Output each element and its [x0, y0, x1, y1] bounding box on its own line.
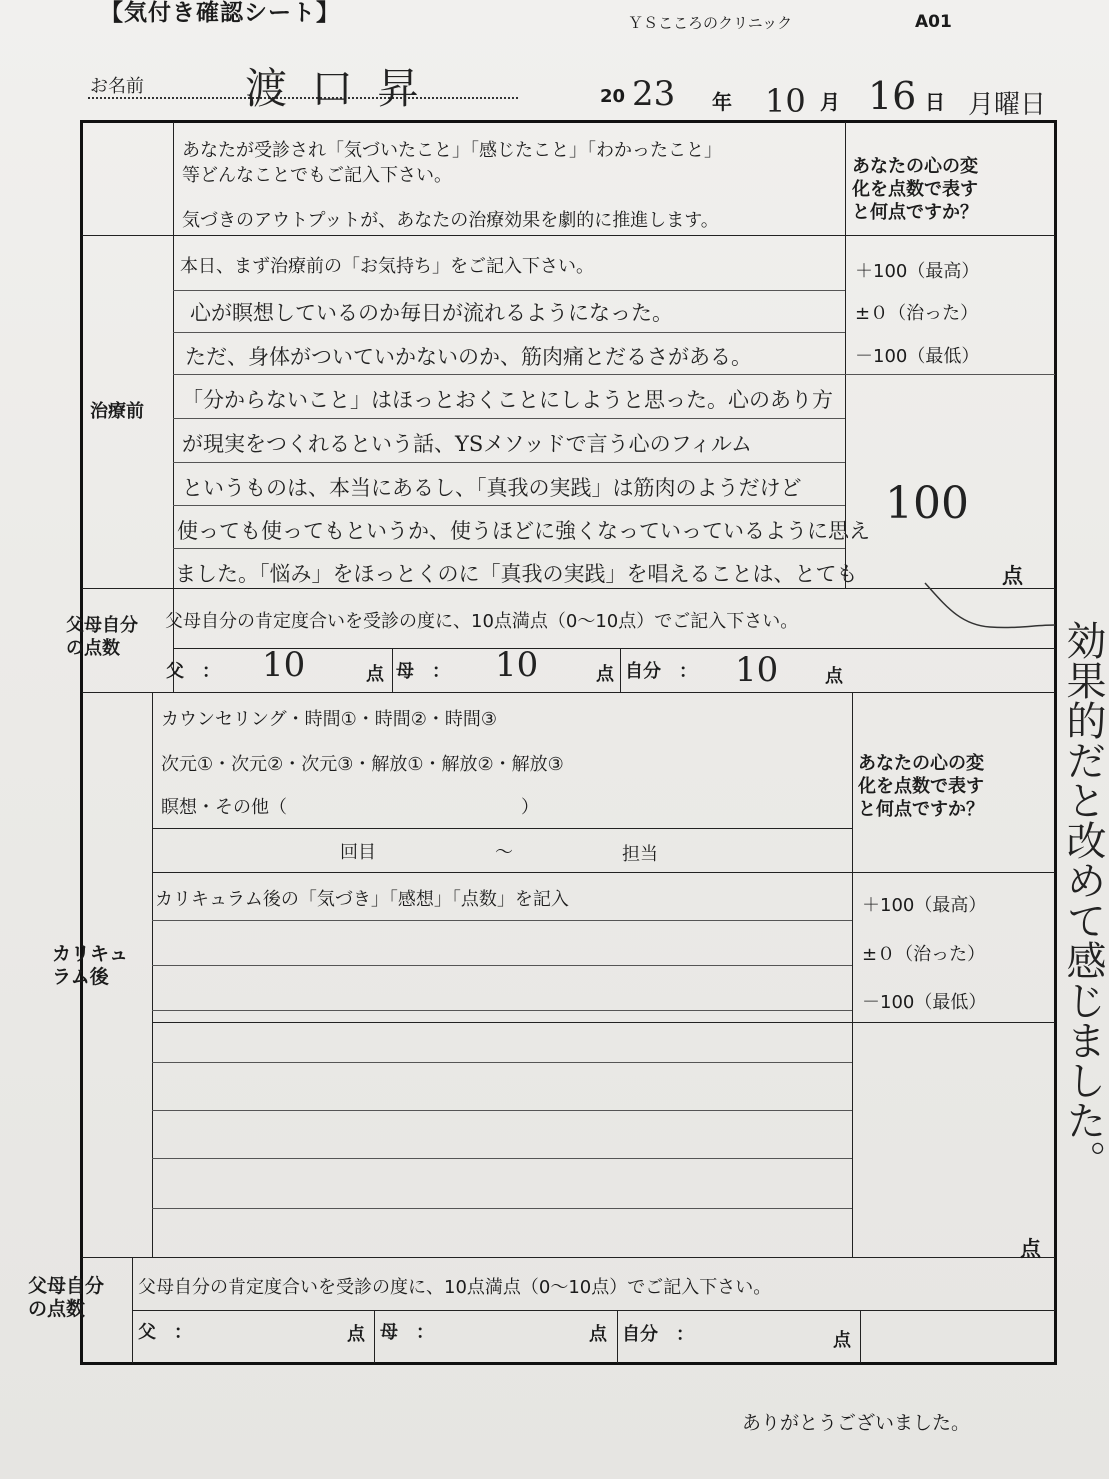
ruled-line — [173, 332, 845, 333]
pre-note-line: 使っても使ってもというか、使うほどに強くなっていっているように思え — [177, 519, 870, 543]
post-header-divider — [152, 872, 1055, 873]
self-unit-post: 点 — [833, 1330, 851, 1351]
mother-unit-post: 点 — [589, 1324, 607, 1345]
intro-line-3: 気づきのアウトプットが、あなたの治療効果を劇的に推進します。 — [182, 210, 719, 231]
session-tilde: 〜 — [495, 842, 513, 863]
clinic-name: ＹＳこころのクリニック — [628, 14, 793, 32]
pre-note-line: というものは、本当にあるし、「真我の実践」は筋肉のようだけど — [182, 476, 802, 500]
post-scale-min: －100（最低） — [862, 992, 987, 1013]
father-unit-post: 点 — [347, 1324, 365, 1345]
post-scale-divider — [152, 1022, 1055, 1023]
parents-post-divider — [132, 1310, 1055, 1311]
intro-divider — [82, 235, 1055, 236]
parents-post-prompt: 父母自分の肯定度合いを受診の度に、10点満点（0〜10点）でご記入下さい。 — [138, 1277, 772, 1298]
pre-score-question: あなたの心の変 化を点数で表す と何点ですか？ — [852, 156, 978, 223]
session-options-line-2: 次元①・次元②・次元③・解放①・解放②・解放③ — [161, 754, 564, 775]
pre-note-line: 心が瞑想しているのか毎日が流れるようになった。 — [190, 301, 673, 325]
self-unit-pre: 点 — [825, 666, 843, 687]
pre-score-handwritten: 100 — [885, 478, 969, 529]
ruled-line — [173, 290, 845, 291]
thanks-message: ありがとうございました。 — [742, 1412, 971, 1434]
pre-scale-max: ＋100（最高） — [855, 261, 980, 282]
ruled-line — [152, 1158, 852, 1159]
name-handwritten: 渡口昇 — [245, 64, 444, 113]
ruled-line — [152, 965, 852, 966]
pre-treatment-label: 治療前 — [90, 401, 144, 422]
session-lines-divider — [152, 828, 852, 829]
ruled-line — [152, 1062, 852, 1063]
name-label: お名前 — [90, 76, 144, 97]
cell-divider — [860, 1310, 861, 1363]
father-label-post: 父 ： — [138, 1322, 192, 1343]
post-curriculum-label: カリキュ ラム後 — [52, 943, 129, 988]
post-section-divider — [82, 1257, 1055, 1258]
intro-line-2: 等どんなことでもご記入下さい。 — [182, 165, 452, 186]
self-label-pre: 自分 ： — [625, 661, 697, 682]
cell-divider — [374, 1310, 375, 1363]
year-prefix: 20 — [600, 86, 626, 107]
day-handwritten: 16 — [868, 74, 917, 118]
label-column-divider-mid — [152, 692, 153, 1257]
mother-unit-pre: 点 — [596, 664, 614, 685]
cell-divider — [392, 648, 393, 692]
father-score-pre: 10 — [262, 645, 306, 685]
year-unit: 年 — [712, 90, 732, 114]
father-label-pre: 父 ： — [166, 661, 220, 682]
margin-note-handwritten: 効果的だと改めて感じました。 — [1060, 620, 1106, 1180]
ruled-line — [152, 1208, 852, 1209]
month-handwritten: 10 — [765, 82, 806, 120]
form-code: A01 — [915, 12, 952, 32]
post-prompt: カリキュラム後の「気づき」「感想」「点数」を記入 — [155, 889, 569, 910]
margin-note-connector — [920, 575, 1060, 645]
pre-prompt: 本日、まず治療前の「お気持ち」をご記入下さい。 — [180, 256, 594, 277]
pre-note-line: ただ、身体がついていかないのか、筋肉痛とだるさがある。 — [185, 345, 752, 369]
month-unit: 月 — [820, 90, 840, 114]
pre-scale-min: －100（最低） — [855, 346, 980, 367]
ruled-line — [152, 920, 852, 921]
pre-note-line: が現実をつくれるという話、YSメソッドで言う心のフィルム — [182, 432, 753, 456]
score-column-divider-mid — [852, 692, 853, 1257]
post-scale-zero: ±０（治った） — [862, 944, 986, 965]
self-label-post: 自分 ： — [622, 1324, 694, 1345]
post-score-question: あなたの心の変 化を点数で表す と何点ですか？ — [858, 753, 984, 820]
pre-note-line: 「分からないこと」はほっとおくことにしようと思った。心のあり方 — [182, 388, 833, 412]
parents-post-label: 父母自分 の点数 — [28, 1275, 105, 1320]
parents-pre-divider — [173, 648, 1055, 649]
mother-label-post: 母 ： — [380, 1322, 434, 1343]
parents-pre-label: 父母自分 の点数 — [66, 615, 138, 659]
pre-note-line: ました。「悩み」をほっとくのに「真我の実践」を唱えることは、とても — [175, 562, 858, 586]
year-handwritten: 23 — [632, 74, 676, 114]
ruled-line — [173, 374, 1055, 375]
session-count-label: 回目 — [340, 842, 376, 863]
day-unit: 日 — [925, 90, 945, 114]
self-score-pre: 10 — [735, 650, 779, 690]
ruled-line — [173, 548, 845, 549]
intro-line-1: あなたが受診され「気づいたこと」「感じたこと」「わかったこと」 — [182, 140, 722, 161]
mother-score-pre: 10 — [495, 645, 539, 685]
post-score-unit: 点 — [1020, 1237, 1041, 1261]
weekday-handwritten: 月曜日 — [968, 90, 1047, 120]
session-divider — [82, 692, 1055, 693]
ruled-line — [173, 505, 845, 506]
ruled-line — [173, 418, 845, 419]
sheet-title: 【気付き確認シート】 — [100, 0, 340, 26]
parents-pre-prompt: 父母自分の肯定度合いを受診の度に、10点満点（0〜10点）でご記入下さい。 — [165, 611, 799, 632]
mother-label-pre: 母 ： — [396, 661, 450, 682]
ruled-line — [173, 462, 845, 463]
session-staff-label: 担当 — [622, 844, 658, 865]
pre-score-unit: 点 — [1002, 564, 1023, 588]
cell-divider — [617, 1310, 618, 1363]
father-unit-pre: 点 — [366, 664, 384, 685]
ruled-line — [152, 1010, 852, 1011]
cell-divider — [620, 648, 621, 692]
session-options-line-3: 瞑想・その他（ ） — [161, 797, 539, 818]
post-scale-max: ＋100（最高） — [862, 895, 987, 916]
pre-section-divider — [82, 588, 1055, 589]
session-options-line-1: カウンセリング・時間①・時間②・時間③ — [161, 709, 498, 730]
ruled-line — [152, 1110, 852, 1111]
pre-scale-zero: ±０（治った） — [855, 303, 979, 324]
